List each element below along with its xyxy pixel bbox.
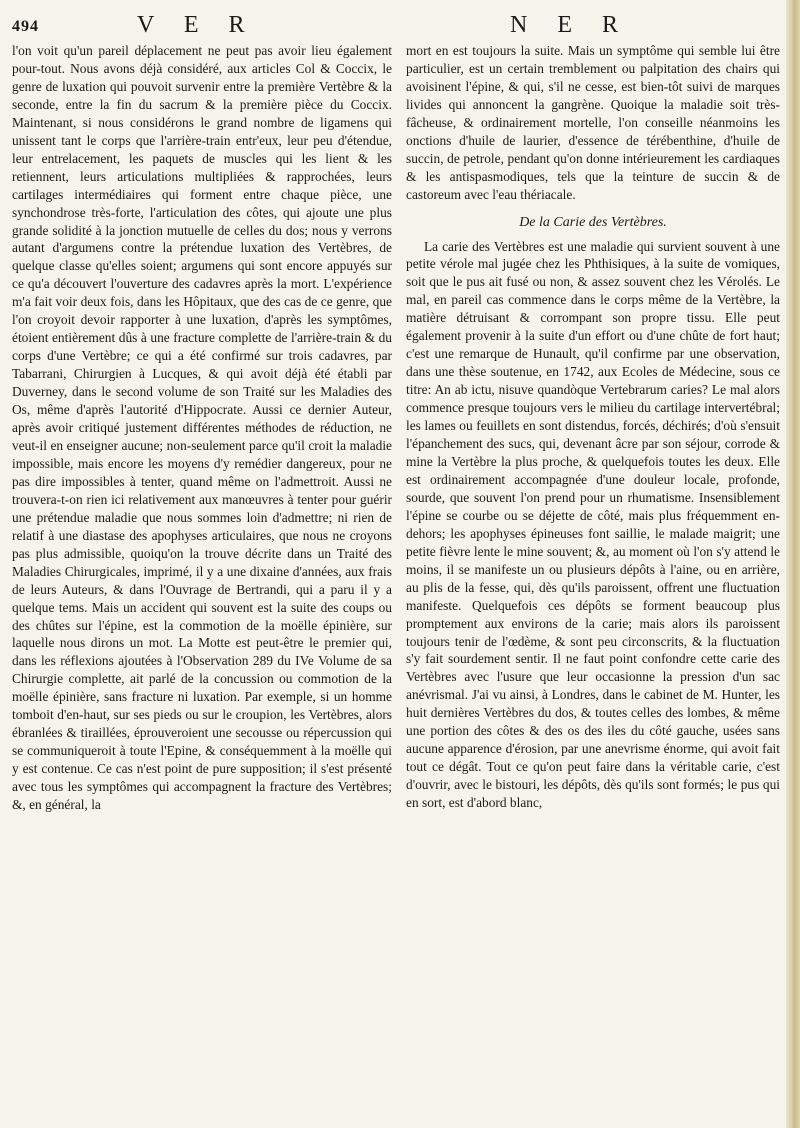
section-title: De la Carie des Vertèbres. (519, 214, 667, 230)
page-number: 494 (12, 18, 39, 35)
running-head-right: N E R (510, 12, 630, 38)
page-header (12, 8, 782, 38)
left-column (12, 42, 392, 814)
right-column-paragraph: mort en est toujours la suite. Mais un symptôme qui semble lui être particulier, est un certain tremblement ou palpitation des chairs qui avoisinent l'épine, & qui, s'il ne cesse, est bien-tôt suivi de marques livides qui annoncent la gangrène. Quoique la maladie soit très-fâcheuse, & ordinairement mortelle, l'on conseille néanmoins les onctions d'huile de laurier, d'essence de térébenthine, d'huile de succin, de petrole, pendant qu'on donne intérieurement les cardiaques & les antispasmodiques, tels que la teinture de succin & de castoreum avec l'eau thériacale. (406, 43, 780, 202)
section-paragraph: La carie des Vertèbres est une maladie qui survient souvent à une petite vérole mal jugée chez les Phthisiques, à la suite de vomiques, soit que le pus ait fusé ou non, & assez souvent chez les Vérolés. Le mal, en pareil cas commence dans le corps même de la Vertèbre, la matière détruisant & corrompant son propre tissu. Elle peut également provenir à la suite d'un effort ou d'une chûte de fort haut; c'est une remarque de Hunault, qu'il confirme par une observation, dans une thèse soutenue, en 1742, aux Ecoles de Médecine, sous ce titre: An ab ictu, nisuve quandòque Vertebrarum caries? Le mal alors commence presque toujours vers le milieu du cartilage intervertébral; les lames ou feuillets en sont distendus, forcés, déchirés; d'où s'ensuit l'épanchement des sucs, qui, devenant âcre par son séjour, corrode & mine la Vertèbre la plus proche, & quelquefois toutes les deux. Elle est ordinairement accompagnée d'une douleur locale, profonde, sourde, que souvent l'on prend pour un rhumatisme. Insensiblement l'épine se courbe ou se déjette de côté, mais plus fréquemment en-dehors; les apophyses épineuses font saillie, le malade maigrit; une petite fièvre lente le mine souvent; &, au moment où l'on s'y attend le moins, il se manifeste un ou plusieurs dépôts à l'aine, ou en arrière, au plis de la fesse, qui, dès qu'ils paroissent, offrent une fluctuation manifeste. Quelquefois ces dépôts se forment beaucoup plus promptement aux environs de la carie; mais alors ils paroissent toujours tenir de l'œdème, & sont peu circonscrits, & la fluctuation s'y fait sourdement sentir. Il ne faut point confondre cette carie des Vertèbres avec l'usure que leur occasionne la pression d'un sac anévrismal. J'ai vu ainsi, à Londres, dans le cabinet de M. Hunter, les huit dernières Vertèbres du dos, & toutes celles des lombes, & même une portion des côtes & des os des iles du côté gauche, usées sans aucune apparence d'érosion, par une anevrisme énorme, qui avoit fait tout ce dégât. Tout ce qu'on peut faire dans la véritable carie, c'est d'ouvrir, avec le bistouri, les dépôts, dès qu'ils sont formés; le pus qui en sort, est d'abord blanc, (406, 238, 780, 811)
page-binding-edge (786, 0, 800, 1128)
running-head-left: V E R (137, 12, 257, 38)
right-column (406, 42, 780, 812)
left-column-paragraph: l'on voit qu'un pareil déplacement ne peut pas avoir lieu également pour-tout. Nous avons déjà considéré, aux articles Col & Coccix, le genre de luxation qui pouvoit survenir entre la première Vertèbre & la seconde, entre la fin du sacrum & la première pièce du Coccix. Maintenant, si nous considérons le grand nombre de ligamens qui unissent tant le corps que l'arrière-train entr'eux, leur peu d'étendue, leur entrelacement, les paquets de muscles qui les lient & les retiennent, leurs articulations multipliées & rapprochées, leurs cartilages intermédiaires qui forment entre chaque pièce, une synchondrose très-forte, l'articulation des côtes, qui ajoute une plus grande solidité à la jonction mutuelle de celles du dos; nous y verrons autant d'argumens contre la prétendue luxation des Vertèbres, de quelque classe qu'elles soient; argumens qui sont encore appuyés sur ce qu'a découvert l'ouverture des cadavres après la mort. L'expérience m'a fait voir deux fois, dans les Hôpitaux, que des cas de ce genre, que l'on croyoit devoir rapporter à une luxation, d'après les symptômes, étoient entièrement dûs à une fracture complette de l'arrière-train & du corps d'une Vertèbre; ce qui a été confirmé sur trois cadavres, par Tabarrani, Chirurgien à Lucques, & qui avoit déjà été établi par Duverney, dans le second volume de son Traité sur les Maladies des Os, même d'après l'autorité d'Hippocrate. Aussi ce dernier Auteur, après avoir critiqué justement différentes méthodes de réduction, ne veut-il en enseigner aucune; non-seulement parce qu'il croit la maladie impossible, mais encore les moyens d'y remédier dangereux, pour ne pas dire impossibles à tenter, quand même on l'admettroit. Aussi ne trouvera-t-on rien ici relativement aux manœuvres à tenter pour guérir une prétendue maladie que nous sommes loin d'admettre; ni rien de relatif à une diastase des apophyses articulaires, que nous ne croyons pas plus admissible, quoiqu'on la trouve décrite dans un Traité des Maladies Chirurgicales, imprimé, il y a une dixaine d'années, aux frais de leurs Auteurs, & dans l'Ouvrage de Bertrandi, qui a paru il y a quelque tems. Mais un accident qui souvent est la suite des coups ou des chûtes sur l'épine, est la commotion de la moëlle épinière, sur laquelle nous dirons un mot. La Motte est peut-être le premier qui, dans les réflexions ajoutées à l'Observation 289 du IVe Volume de sa Chirurgie complette, ait parlé de la concussion ou commotion de la moëlle épinière, sans fracture ni luxation. Par exemple, si un homme tomboit d'en-haut, sur ses pieds ou sur le croupion, les Vertèbres, alors ébranlées & tiraillées, éprouveroient une secousse ou répercussion qui se communiqueroit à toute l'Epine, & conséquemment à la moëlle qui y est contenue. Ce cas n'est point de pure supposition; il s'est présenté avec tous les symptômes qui accompagnent la fracture des Vertèbres; &, en général, la (12, 43, 392, 813)
